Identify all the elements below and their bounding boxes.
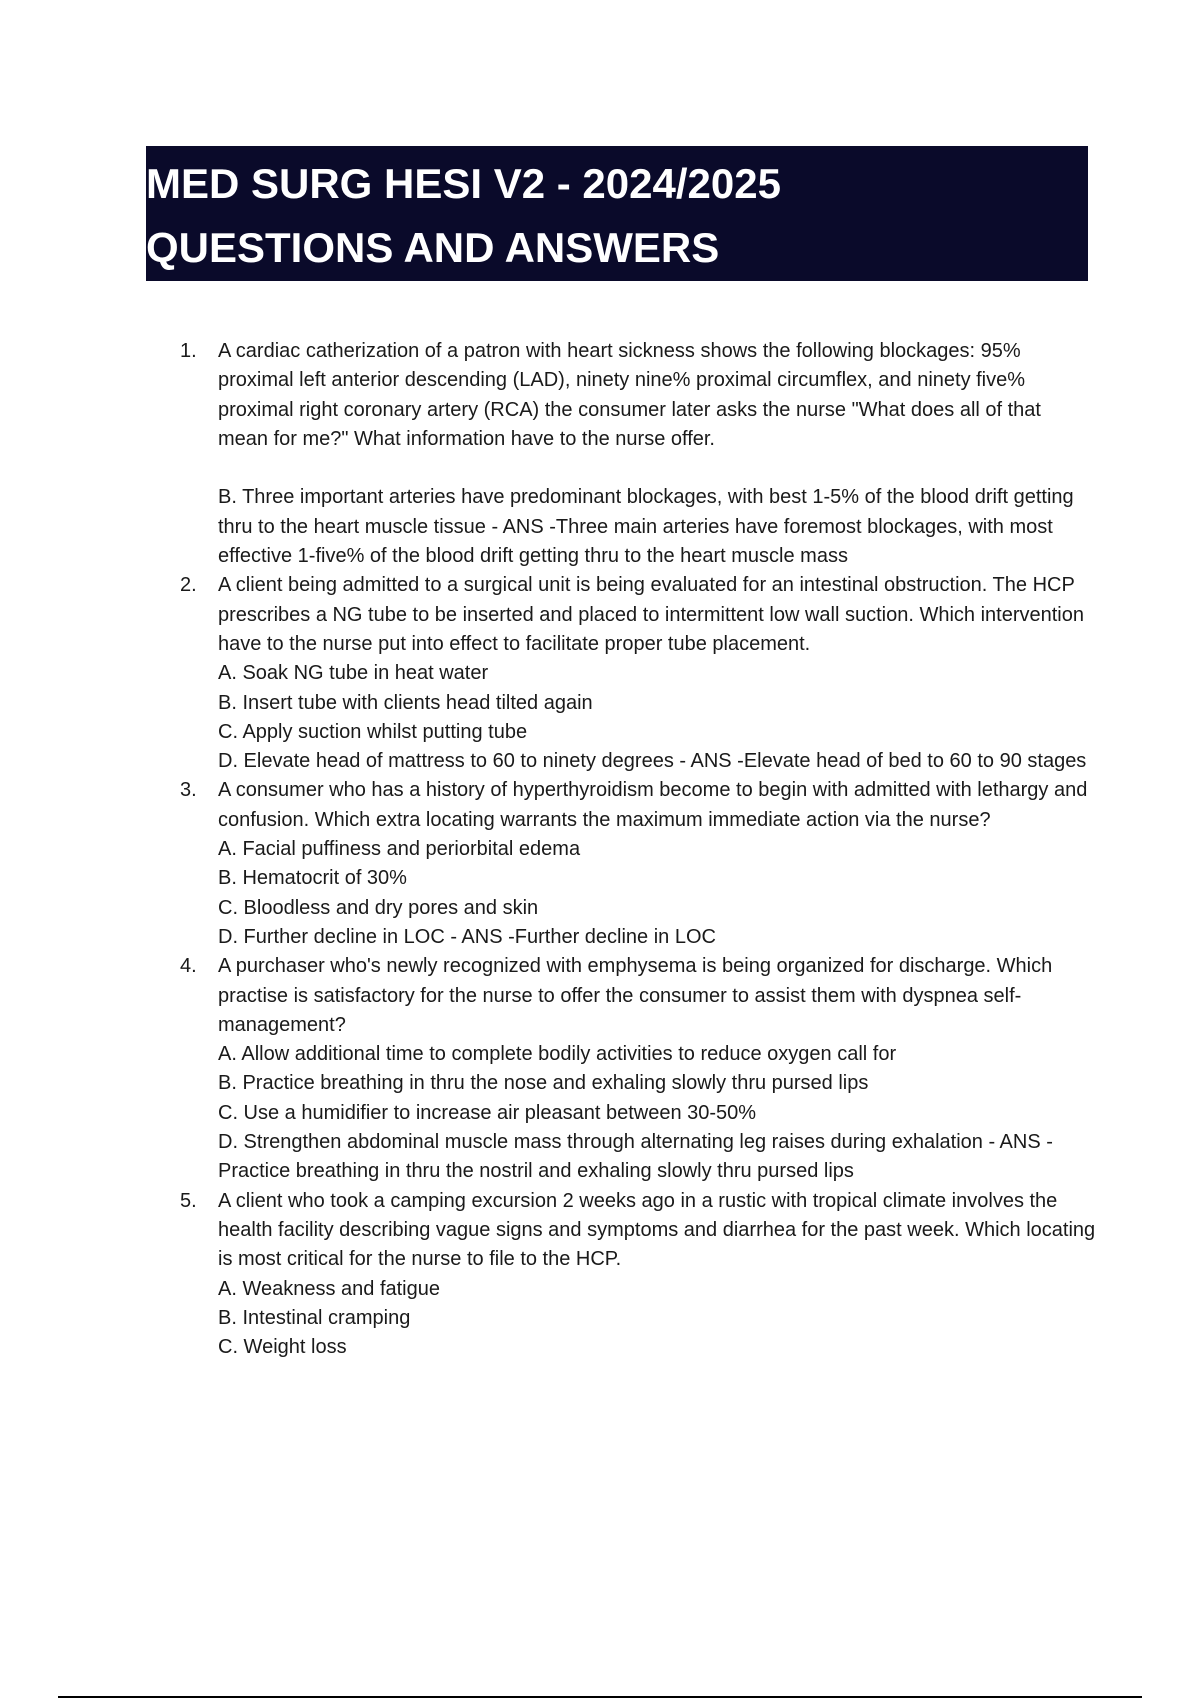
question-number: 2.	[180, 574, 197, 597]
answer-option: C. Bloodless and dry pores and skin	[218, 896, 539, 919]
page-title-line-1: MED SURG HESI V2 - 2024/2025	[146, 160, 781, 207]
answer-option: B. Insert tube with clients head tilted again	[218, 691, 593, 714]
question-5	[176, 1187, 1096, 1363]
question-number: 1.	[180, 340, 197, 362]
question-3	[176, 776, 1096, 952]
answer-option: B. Intestinal cramping	[218, 1306, 411, 1329]
answer-option: A. Soak NG tube in heat water	[218, 662, 489, 685]
question-stem: A client who took a camping excursion 2 weeks ago in a rustic with tropical climate involves the health facility describing vague signs and symptoms and diarrhea for the past week. Which locating is most critical for the nurse to file to the HCP.	[218, 1189, 1096, 1271]
answer-option: B. Practice breathing in thru the nose and exhaling slowly thru pursed lips	[218, 1072, 869, 1095]
question-4	[176, 952, 1096, 1186]
question-stem: A cardiac catherization of a patron with heart sickness shows the following blockages: 95% proximal left anterior descending (LAD), ninety nine% proximal circumflex, and ninety five% proximal right coronary artery (RCA) the consumer later asks the nurse "What does all of that mean for me?" What information have to the nurse offer.	[218, 340, 1041, 450]
answer-option: B. Hematocrit of 30%	[218, 867, 407, 890]
answer-option: A. Weakness and fatigue	[218, 1277, 440, 1300]
footer-divider	[58, 1696, 1142, 1698]
question-list	[176, 337, 1096, 1362]
answer-option: D. Strengthen abdominal muscle mass through alternating leg raises during exhalation - ANS -Practice breathing in thru the nostril and exhaling slowly thru pursed lips	[218, 1131, 1053, 1183]
answer-option: D. Further decline in LOC - ANS -Further decline in LOC	[218, 925, 716, 948]
title-banner	[146, 146, 1088, 281]
answer-option: D. Elevate head of mattress to 60 to ninety degrees - ANS -Elevate head of bed to 60 to 90 stages	[218, 750, 1087, 773]
question-number: 3.	[180, 779, 197, 802]
question-number: 4.	[180, 955, 197, 978]
page-title-line-2: QUESTIONS AND ANSWERS	[146, 224, 720, 271]
answer-option: B. Three important arteries have predominant blockages, with best 1-5% of the blood drift getting thru to the heart muscle tissue - ANS -Three main arteries have foremost blockages, with most effective 1-five% of the blood drift getting thru to the heart muscle mass	[218, 486, 1074, 568]
answer-option: A. Allow additional time to complete bodily activities to reduce oxygen call for	[218, 1043, 897, 1066]
answer-option: C. Use a humidifier to increase air pleasant between 30-50%	[218, 1101, 757, 1124]
answer-option: C. Weight loss	[218, 1336, 347, 1359]
spacer	[218, 454, 1096, 483]
question-stem: A purchaser who's newly recognized with emphysema is being organized for discharge. Which practise is satisfactory for the nurse to offer the consumer to assist them with dyspnea self-management?	[218, 955, 1053, 1036]
question-2	[176, 571, 1096, 776]
answer-option: A. Facial puffiness and periorbital edema	[218, 838, 581, 861]
question-number: 5.	[180, 1189, 197, 1212]
question-1	[176, 337, 1096, 571]
document-body	[176, 337, 1096, 1362]
answer-option: C. Apply suction whilst putting tube	[218, 720, 528, 743]
question-stem: A client being admitted to a surgical unit is being evaluated for an intestinal obstruction. The HCP prescribes a NG tube to be inserted and placed to intermittent low wall suction. Which intervention have to the nurse put into effect to facilitate proper tube placement.	[218, 574, 1084, 655]
question-stem: A consumer who has a history of hyperthyroidism become to begin with admitted with lethargy and confusion. Which extra locating warrants the maximum immediate action via the nurse?	[218, 779, 1088, 831]
